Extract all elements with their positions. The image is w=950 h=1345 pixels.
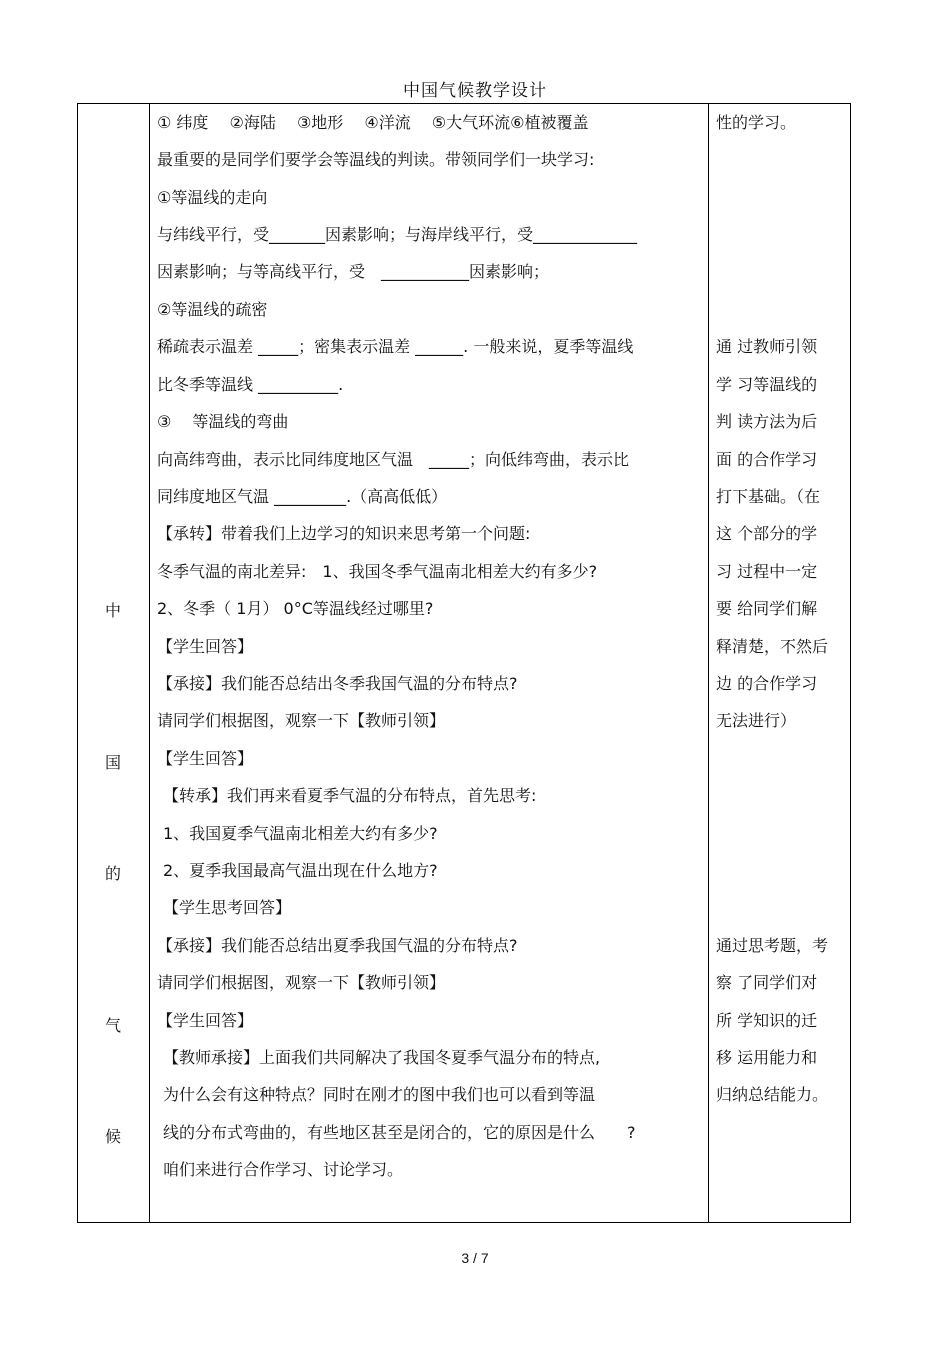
note-line: 察 了同学们对 [716,973,818,992]
note-line: 通 过教师引领 [716,337,818,356]
note-line: 学 习等温线的 [716,375,818,394]
note-line: 通过思考题，考 [716,936,829,955]
content-line: 咱们来进行合作学习、讨论学习。 [163,1160,404,1179]
page-number: 3 / 7 [461,1250,489,1266]
note-line: 性的学习。 [716,113,797,132]
content-line: 2、夏季我国最高气温出现在什么地方? [163,861,438,880]
content-line: ②等温线的疏密 [157,300,268,319]
content-line: 请同学们根据图，观察一下【教师引领】 [157,711,446,730]
section-label-char: 的 [104,864,121,883]
content-line: 【承接】我们能否总结出夏季我国气温的分布特点? [157,936,518,955]
note-line: 这 个部分的学 [716,524,818,543]
content-line: 【承转】带着我们上边学习的知识来思考第一个问题: [157,524,531,543]
note-line: 要 给同学们解 [716,599,818,618]
note-line: 边 的合作学习 [716,674,818,693]
content-line: 【转承】我们再来看夏季气温的分布特点，首先思考: [163,786,537,805]
content-line: 1、我国夏季气温南北相差大约有多少? [163,824,438,843]
section-label-char: 国 [104,753,121,772]
page-title: 中国气候教学设计 [403,81,547,101]
content-line: 【学生回答】 [157,637,254,656]
note-line: 移 运用能力和 [716,1048,818,1067]
content-line: 线的分布式弯曲的，有些地区甚至是闭合的，它的原因是什么 ? [163,1123,636,1142]
content-line: 同纬度地区气温 _________.（高高低低） [157,487,448,506]
note-line: 无法进行） [716,711,797,730]
content-line: 最重要的是同学们要学会等温线的判读。带领同学们一块学习: [157,150,595,169]
content-line: 【学生回答】 [157,749,254,768]
note-line: 判 读方法为后 [716,412,818,431]
column-divider-left [149,103,150,1223]
section-label-char: 气 [104,1016,121,1035]
column-divider-right [708,103,709,1223]
content-line: ①等温线的走向 [157,188,268,207]
section-label-char: 候 [104,1127,121,1146]
content-line: 稀疏表示温差 _____；密集表示温差 ______. 一般来说，夏季等温线 [157,337,634,356]
content-line: ① 纬度 ②海陆 ③地形 ④洋流 ⑤大气环流⑥植被覆盖 [157,113,589,132]
note-line: 释清楚，不然后 [716,637,829,656]
content-line: 因素影响；与等高线平行，受 ___________因素影响； [157,262,550,281]
content-line: 2、冬季（ 1月） 0°C等温线经过哪里? [157,599,434,618]
content-line: 与纬线平行，受_______因素影响；与海岸线平行，受_____________ [157,225,638,244]
content-line: 【教师承接】上面我们共同解决了我国冬夏季气温分布的特点, [163,1048,601,1067]
note-line: 面 的合作学习 [716,450,818,469]
section-label-char: 中 [104,601,121,620]
content-line: ③ 等温线的弯曲 [157,412,289,431]
content-line: 为什么会有这种特点？同时在刚才的图中我们也可以看到等温 [163,1085,596,1104]
content-line: 【承接】我们能否总结出冬季我国气温的分布特点? [157,674,518,693]
content-line: 比冬季等温线 __________. [157,375,344,394]
note-line: 所 学知识的迁 [716,1011,818,1030]
note-line: 归纳总结能力。 [716,1085,829,1104]
note-line: 打下基础。（在 [716,487,821,506]
content-line: 冬季气温的南北差异: 1、我国冬季气温南北相差大约有多少? [157,562,598,581]
content-line: 【学生回答】 [157,1011,254,1030]
content-line: 【学生思考回答】 [163,898,292,917]
content-line: 向高纬弯曲，表示比同纬度地区气温 _____；向低纬弯曲，表示比 [157,450,630,469]
note-line: 习 过程中一定 [716,562,818,581]
content-line: 请同学们根据图，观察一下【教师引领】 [157,973,446,992]
